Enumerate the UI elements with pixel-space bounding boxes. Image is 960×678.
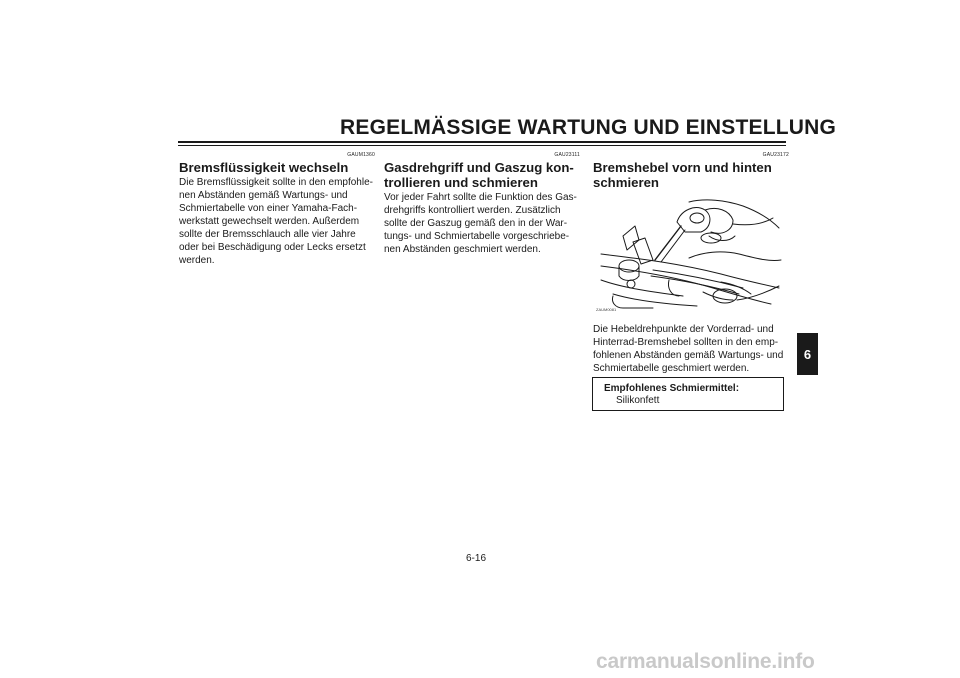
section-body: Die Hebeldrehpunkte der Vorderrad- und Hinterrad-Bremshebel sollten in den emp- fohlenen Abständen gemäß Wartungs- und Schmiertabelle geschmiert werden. [593,324,784,374]
chapter-tab: 6 [797,333,818,375]
section-heading: Bremsflüssigkeit wechseln [179,160,349,175]
header-rule [178,141,786,143]
section-throttle-grip [384,152,580,256]
header-rule-thin [178,145,786,146]
illustration-code: ZAUM0081 [596,307,617,312]
section-brake-levers-body [593,322,789,375]
section-brake-fluid [179,152,375,267]
section-code: GAU23172 [762,152,789,158]
section-body: Vor jeder Fahrt sollte die Funktion des Gas- drehgriffs kontrolliert werden. Zusätzlich sollte der Gaszug gemäß den in der War- tungs- und Schmiertabelle vorgeschriebe- nen Abständen geschmiert werden. [384,192,577,255]
watermark: carmanualsonline.info [596,650,815,673]
section-heading: Bremshebel vorn und hinten schmieren [593,160,772,190]
section-brake-levers [593,152,789,190]
section-heading: Gasdrehgriff und Gaszug kon- trollieren und schmieren [384,160,574,190]
recommended-lubricant-title: Empfohlenes Schmiermittel: [604,383,740,394]
page-number: 6-16 [466,553,487,564]
recommended-lubricant-value: Silikonfett [616,395,660,406]
section-code: GAUM1360 [347,152,375,158]
section-body: Die Bremsflüssigkeit sollte in den empfohle- nen Abständen gemäß Wartungs- und Schmiertabelle von einer Yamaha-Fach- werkstatt gewechselt werden. Außerdem sollte der Bremsschlauch alle vier Jahre oder bei Beschädigung oder Lecks ersetzt werden. [179,177,373,266]
recommended-lubricant-box [592,377,784,411]
lever-lubrication-illustration [593,196,785,318]
section-code: GAU23111 [554,152,580,158]
page-title: REGELMÄSSIGE WARTUNG UND EINSTELLUNG [340,116,837,139]
